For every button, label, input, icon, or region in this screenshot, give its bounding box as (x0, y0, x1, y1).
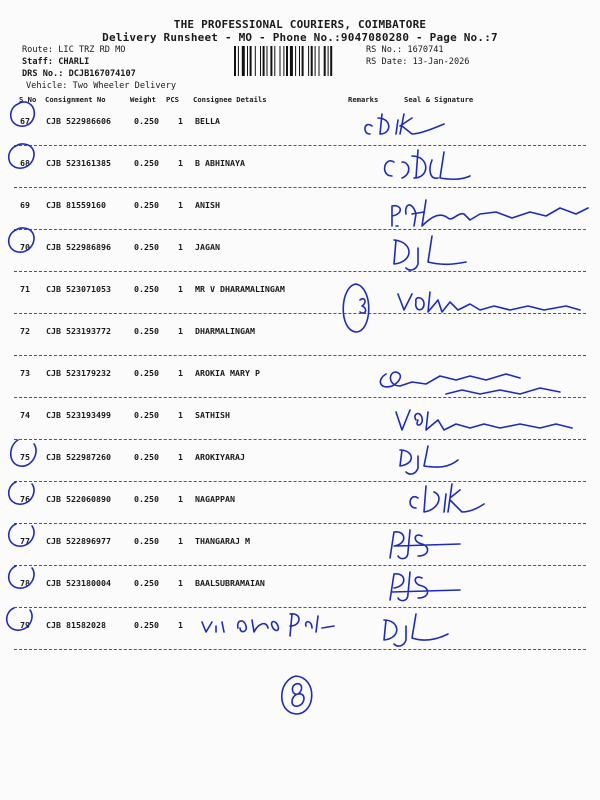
row-pieces: 1 (178, 242, 183, 252)
row-serial-number: 76 (20, 494, 30, 504)
row-weight: 0.250 (134, 368, 159, 378)
row-consignee: THANGARAJ M (195, 536, 250, 546)
row-pieces: 1 (178, 410, 183, 420)
table-row (0, 272, 600, 314)
table-row (0, 398, 600, 440)
row-consignee: AROKIA MARY P (195, 368, 260, 378)
row-consignment-number: CJB 522986896 (46, 242, 111, 252)
row-pieces: 1 (178, 536, 183, 546)
row-serial-number: 75 (20, 452, 30, 462)
row-weight: 0.250 (134, 284, 159, 294)
table-row (0, 104, 600, 146)
row-pieces: 1 (178, 200, 183, 210)
rs-date: RS Date: 13-Jan-2026 (366, 57, 470, 67)
row-pieces: 1 (178, 578, 183, 588)
col-weight: Weight (130, 95, 156, 104)
col-consignment: Consignment No (45, 95, 106, 104)
row-consignment-number: CJB 81559160 (46, 200, 106, 210)
row-weight: 0.250 (134, 536, 159, 546)
row-consignee: BELLA (195, 116, 220, 126)
rs-number: RS No.: 1670741 (366, 45, 444, 55)
row-serial-number: 78 (20, 578, 30, 588)
row-pieces: 1 (178, 452, 183, 462)
row-consignee: B ABHINAYA (195, 158, 245, 168)
row-pieces: 1 (178, 368, 183, 378)
row-consignee: MR V DHARAMALINGAM (195, 284, 285, 294)
col-consignee: Consignee Details (193, 95, 267, 104)
circle-page-count (282, 676, 312, 714)
row-weight: 0.250 (134, 452, 159, 462)
row-weight: 0.250 (134, 326, 159, 336)
row-consignment-number: CJB 523193772 (46, 326, 111, 336)
row-serial-number: 73 (20, 368, 30, 378)
col-seal-signature: Seal & Signature (404, 95, 474, 104)
row-consignment-number: CJB 522896977 (46, 536, 111, 546)
row-serial-number: 68 (20, 158, 30, 168)
table-row (0, 146, 600, 188)
row-weight: 0.250 (134, 200, 159, 210)
table-row (0, 440, 600, 482)
table-row (0, 608, 600, 650)
row-weight: 0.250 (134, 578, 159, 588)
drs-label: DRS No.: DCJB167074107 (22, 69, 136, 79)
table-row (0, 188, 600, 230)
row-consignment-number: CJB 522986606 (46, 116, 111, 126)
row-consignee: NAGAPPAN (195, 494, 235, 504)
table-row (0, 230, 600, 272)
row-weight: 0.250 (134, 494, 159, 504)
row-pieces: 1 (178, 284, 183, 294)
row-consignment-number: CJB 523193499 (46, 410, 111, 420)
row-consignee: BAALSUBRAMAIAN (195, 578, 265, 588)
row-pieces: 1 (178, 158, 183, 168)
row-consignee: SATHISH (195, 410, 230, 420)
row-pieces: 1 (178, 326, 183, 336)
row-serial-number: 69 (20, 200, 30, 210)
row-consignment-number: CJB 523161385 (46, 158, 111, 168)
row-serial-number: 77 (20, 536, 30, 546)
row-consignee: JAGAN (195, 242, 220, 252)
row-consignment-number: CJB 523071053 (46, 284, 111, 294)
runsheet-subtitle: Delivery Runsheet - MO - Phone No.:9047080280 - Page No.:7 (102, 31, 498, 44)
row-serial-number: 74 (20, 410, 30, 420)
row-weight: 0.250 (134, 242, 159, 252)
row-serial-number: 71 (20, 284, 30, 294)
col-remarks: Remarks (348, 95, 379, 104)
row-consignment-number: CJB 523180004 (46, 578, 111, 588)
row-consignee: ANISH (195, 200, 220, 210)
row-consignment-number: CJB 522060890 (46, 494, 111, 504)
row-pieces: 1 (178, 116, 183, 126)
company-title: THE PROFESSIONAL COURIERS, COIMBATORE (173, 18, 427, 31)
row-weight: 0.250 (134, 158, 159, 168)
page-count-8 (292, 684, 304, 707)
col-sno: S No (19, 95, 37, 104)
row-serial-number: 67 (20, 116, 30, 126)
staff-label: Staff: CHARLI (22, 57, 90, 67)
barcode (234, 46, 360, 76)
vehicle-label: Vehicle: Two Wheeler Delivery (26, 81, 177, 91)
row-weight: 0.250 (134, 410, 159, 420)
row-weight: 0.250 (134, 116, 159, 126)
row-serial-number: 72 (20, 326, 30, 336)
row-consignment-number: CJB 523179232 (46, 368, 111, 378)
table-row (0, 524, 600, 566)
table-row (0, 314, 600, 356)
table-row (0, 566, 600, 608)
row-consignee: DHARMALINGAM (195, 326, 255, 336)
row-consignment-number: CJB 522987260 (46, 452, 111, 462)
route-label: Route: LIC TRZ RD MO (22, 45, 126, 55)
row-weight: 0.250 (134, 620, 159, 630)
table-row (0, 356, 600, 398)
row-consignment-number: CJB 81582028 (46, 620, 106, 630)
row-consignee: AROKIYARAJ (195, 452, 245, 462)
row-serial-number: 70 (20, 242, 30, 252)
row-divider (14, 649, 586, 650)
row-serial-number: 79 (20, 620, 30, 630)
table-row (0, 482, 600, 524)
row-pieces: 1 (178, 620, 183, 630)
row-pieces: 1 (178, 494, 183, 504)
col-pcs: PCS (166, 95, 179, 104)
